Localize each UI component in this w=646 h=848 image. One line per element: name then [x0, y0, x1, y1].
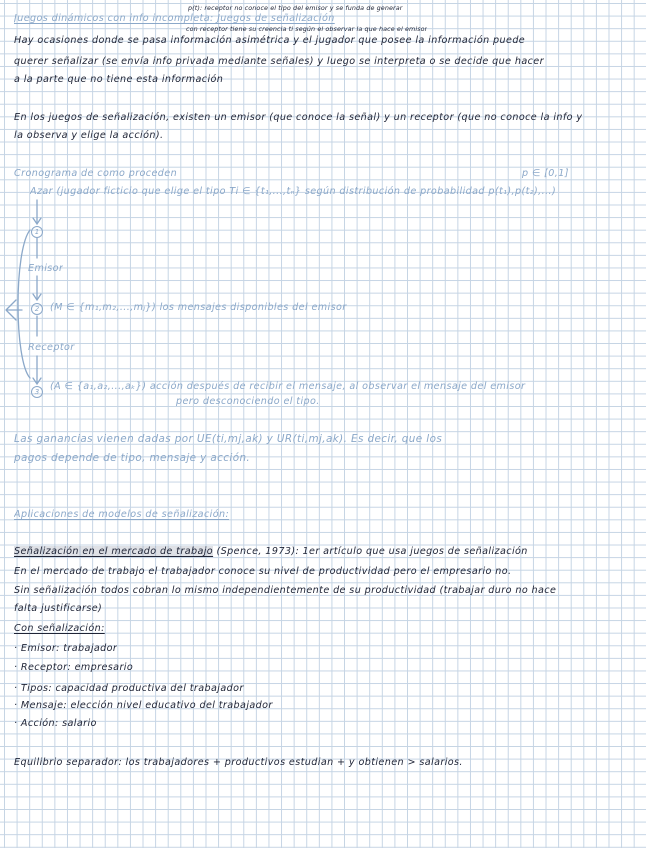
- bullet-emisor: · Emisor: trabajador: [14, 643, 118, 654]
- nature-move: Azar (jugador ficticio que elige el tipo Ti ∈ {t₁,...,tₙ} según distribución de probabilidad p(t₁),p(t₂),...): [30, 186, 557, 197]
- page-title: Juegos dinámicos con info incompleta: Juegos de señalización: [14, 13, 335, 24]
- bullet-receptor: · Receptor: empresario: [14, 662, 134, 673]
- timing-flow-arrows: [0, 0, 646, 420]
- intro-line-1: Hay ocasiones donde se pasa información asimétrica y el jugador que posee la información puede: [14, 35, 526, 46]
- actions-set: (A ∈ {a₁,a₂,...,aₖ}) acción después de recibir el mensaje, al observar el mensaje del emisor: [50, 381, 526, 392]
- labor-line-1: En el mercado de trabajo el trabajador conoce su nivel de productividad pero el empresario no.: [14, 566, 512, 577]
- bullet-accion: · Acción: salario: [14, 718, 97, 729]
- timing-node-1: 1: [31, 226, 43, 238]
- bullet-tipos: · Tipos: capacidad productiva del trabajador: [14, 683, 244, 694]
- spence-highlight: Señalización en el mercado de trabajo: [14, 546, 214, 557]
- timing-node-2: 2: [31, 303, 43, 315]
- intro-line-3: a la parte que no tiene esta información: [14, 74, 224, 85]
- emisor-label: Emisor: [28, 263, 64, 274]
- bullet-mensaje: · Mensaje: elección nivel educativo del trabajador: [14, 700, 273, 711]
- timing-title: Cronograma de como proceden: [14, 168, 178, 179]
- with-signaling-heading: Con señalización:: [14, 623, 105, 634]
- players-line-1: En los juegos de señalización, existen un emisor (que conoce la señal) y un receptor (que no conoce la info y: [14, 112, 583, 123]
- payoffs-line-2: pagos depende de tipo, mensaje y acción.: [14, 452, 251, 464]
- players-line-2: la observa y elige la acción).: [14, 130, 164, 141]
- actions-set-cont: pero desconociendo el tipo.: [176, 396, 320, 407]
- probability-range: p ∈ [0,1]: [522, 168, 569, 179]
- labor-line-3: falta justificarse): [14, 603, 103, 614]
- payoffs-line-1: Las ganancias vienen dadas por UE(ti,mj,ak) y UR(ti,mj,ak). Es decir, que los: [14, 433, 443, 445]
- spence-line: [14, 546, 528, 558]
- separating-equilibrium: Equilibrio separador: los trabajadores + productivos estudian + y obtienen > salarios.: [14, 757, 463, 768]
- spence-reference: (Spence, 1973): 1er artículo que usa juegos de señalización: [213, 546, 528, 557]
- labor-line-2: Sin señalización todos cobran lo mismo independientemente de su productividad (trabajar duro no hace: [14, 585, 557, 596]
- messages-set: (M ∈ {m₁,m₂,...,mⱼ}) los mensajes disponibles del emisor: [50, 302, 347, 313]
- timing-node-3: 3: [31, 386, 43, 398]
- receptor-label: Receptor: [28, 342, 75, 353]
- header-note-bottom: con receptor tiene su creencia ti según el observar la que hace el emisor: [186, 25, 428, 33]
- intro-line-2: querer señalizar (se envía info privada mediante señales) y luego se interpreta o se decide que hacer: [14, 56, 544, 67]
- header-note-top: p(t): receptor no conoce el tipo del emisor y se funda de generar: [188, 4, 403, 12]
- applications-title: Aplicaciones de modelos de señalización:: [14, 509, 230, 520]
